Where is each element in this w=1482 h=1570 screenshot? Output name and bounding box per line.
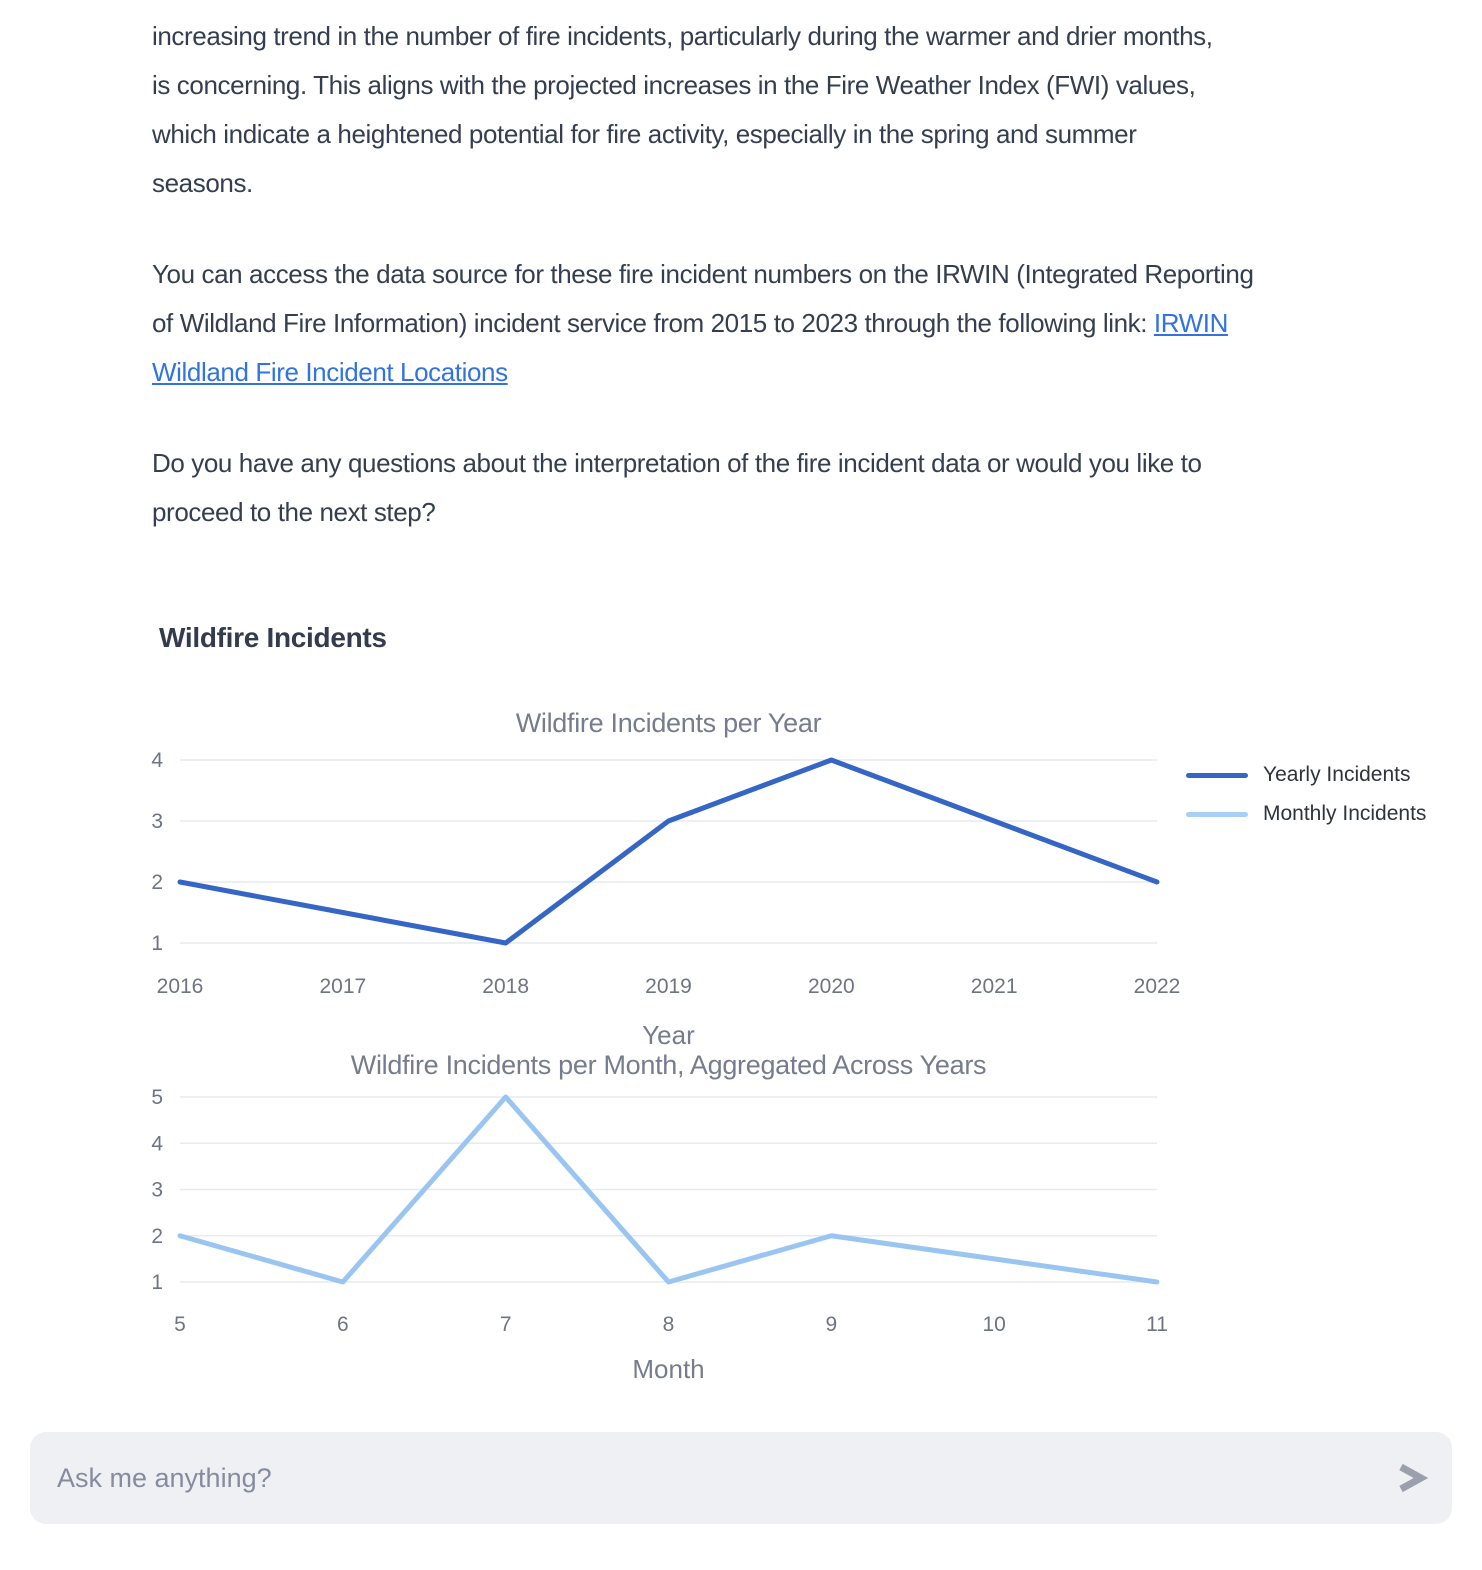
assistant-message: [152, 12, 1462, 537]
chart1-xaxis-label: Year: [642, 1020, 695, 1050]
text-span: of Wildland Fire Information) incident service from 2015 to 2023 through the following link:: [152, 308, 1154, 338]
x-tick-label: 7: [499, 1313, 512, 1336]
legend-label: Yearly Incidents: [1263, 763, 1411, 786]
y-tick-label: 3: [151, 810, 163, 833]
send-arrow-icon: [1394, 1463, 1428, 1493]
x-tick-label: 11: [1146, 1313, 1168, 1336]
text-line: [152, 348, 1462, 397]
x-tick-label: 2018: [482, 975, 530, 998]
x-tick-label: 9: [825, 1313, 838, 1336]
y-tick-label: 1: [151, 1271, 163, 1294]
legend-label: Monthly Incidents: [1263, 802, 1427, 825]
chart2-title: Wildfire Incidents per Month, Aggregated Across Years: [350, 1050, 987, 1080]
x-tick-label: 2022: [1133, 975, 1181, 998]
text-line: which indicate a heightened potential for fire activity, especially in the spring and summer: [152, 119, 1137, 149]
monthly-incidents-chart: [0, 1085, 1482, 1347]
x-tick-label: 2020: [807, 975, 855, 998]
y-tick-label: 2: [151, 871, 163, 894]
x-tick-label: 2021: [970, 975, 1018, 998]
legend-item: [1186, 763, 1426, 787]
x-tick-label: 2019: [645, 975, 692, 998]
y-tick-label: 3: [151, 1178, 163, 1202]
x-tick-label: 10: [982, 1313, 1006, 1336]
x-tick-label: 2017: [319, 975, 367, 998]
y-tick-label: 4: [151, 749, 163, 772]
text-line: Do you have any questions about the interpretation of the fire incident data or would you like to: [152, 448, 1202, 478]
irwin-link[interactable]: Wildland Fire Incident Locations: [152, 357, 508, 387]
charts-header: Wildfire Incidents: [159, 622, 387, 653]
irwin-link[interactable]: IRWIN: [1153, 308, 1228, 338]
text-line: [152, 299, 1462, 348]
legend-swatch: [1186, 812, 1248, 817]
x-tick-label: 5: [174, 1313, 186, 1336]
chart-legend: [1186, 763, 1426, 841]
legend-item: [1186, 802, 1426, 826]
paragraph-3: [152, 439, 1462, 537]
chart2-xaxis-label: Month: [632, 1354, 705, 1384]
text-line: proceed to the next step?: [152, 497, 436, 527]
y-tick-label: 1: [151, 932, 163, 955]
y-tick-label: 2: [151, 1224, 163, 1248]
chart1-title: Wildfire Incidents per Year: [515, 708, 822, 738]
text-line: increasing trend in the number of fire incidents, particularly during the warmer and drier months,: [152, 21, 1213, 51]
yearly-incidents-line: [180, 760, 1157, 943]
y-tick-label: 5: [151, 1086, 163, 1109]
text-line: seasons.: [152, 168, 253, 198]
legend-swatch: [1186, 773, 1248, 778]
paragraph-1: [152, 12, 1462, 208]
x-tick-label: 6: [336, 1313, 349, 1336]
message-input[interactable]: [30, 1432, 1382, 1524]
charts-section: [0, 530, 1482, 1430]
paragraph-2: [152, 250, 1462, 397]
x-tick-label: 8: [662, 1313, 675, 1336]
text-line: You can access the data source for these fire incident numbers on the IRWIN (Integrated Reporting: [152, 259, 1254, 289]
text-line: is concerning. This aligns with the projected increases in the Fire Weather Index (FWI) values,: [152, 70, 1196, 100]
y-tick-label: 4: [151, 1132, 163, 1156]
send-button[interactable]: [1382, 1463, 1452, 1493]
composer: [30, 1432, 1452, 1524]
x-tick-label: 2016: [156, 975, 204, 998]
